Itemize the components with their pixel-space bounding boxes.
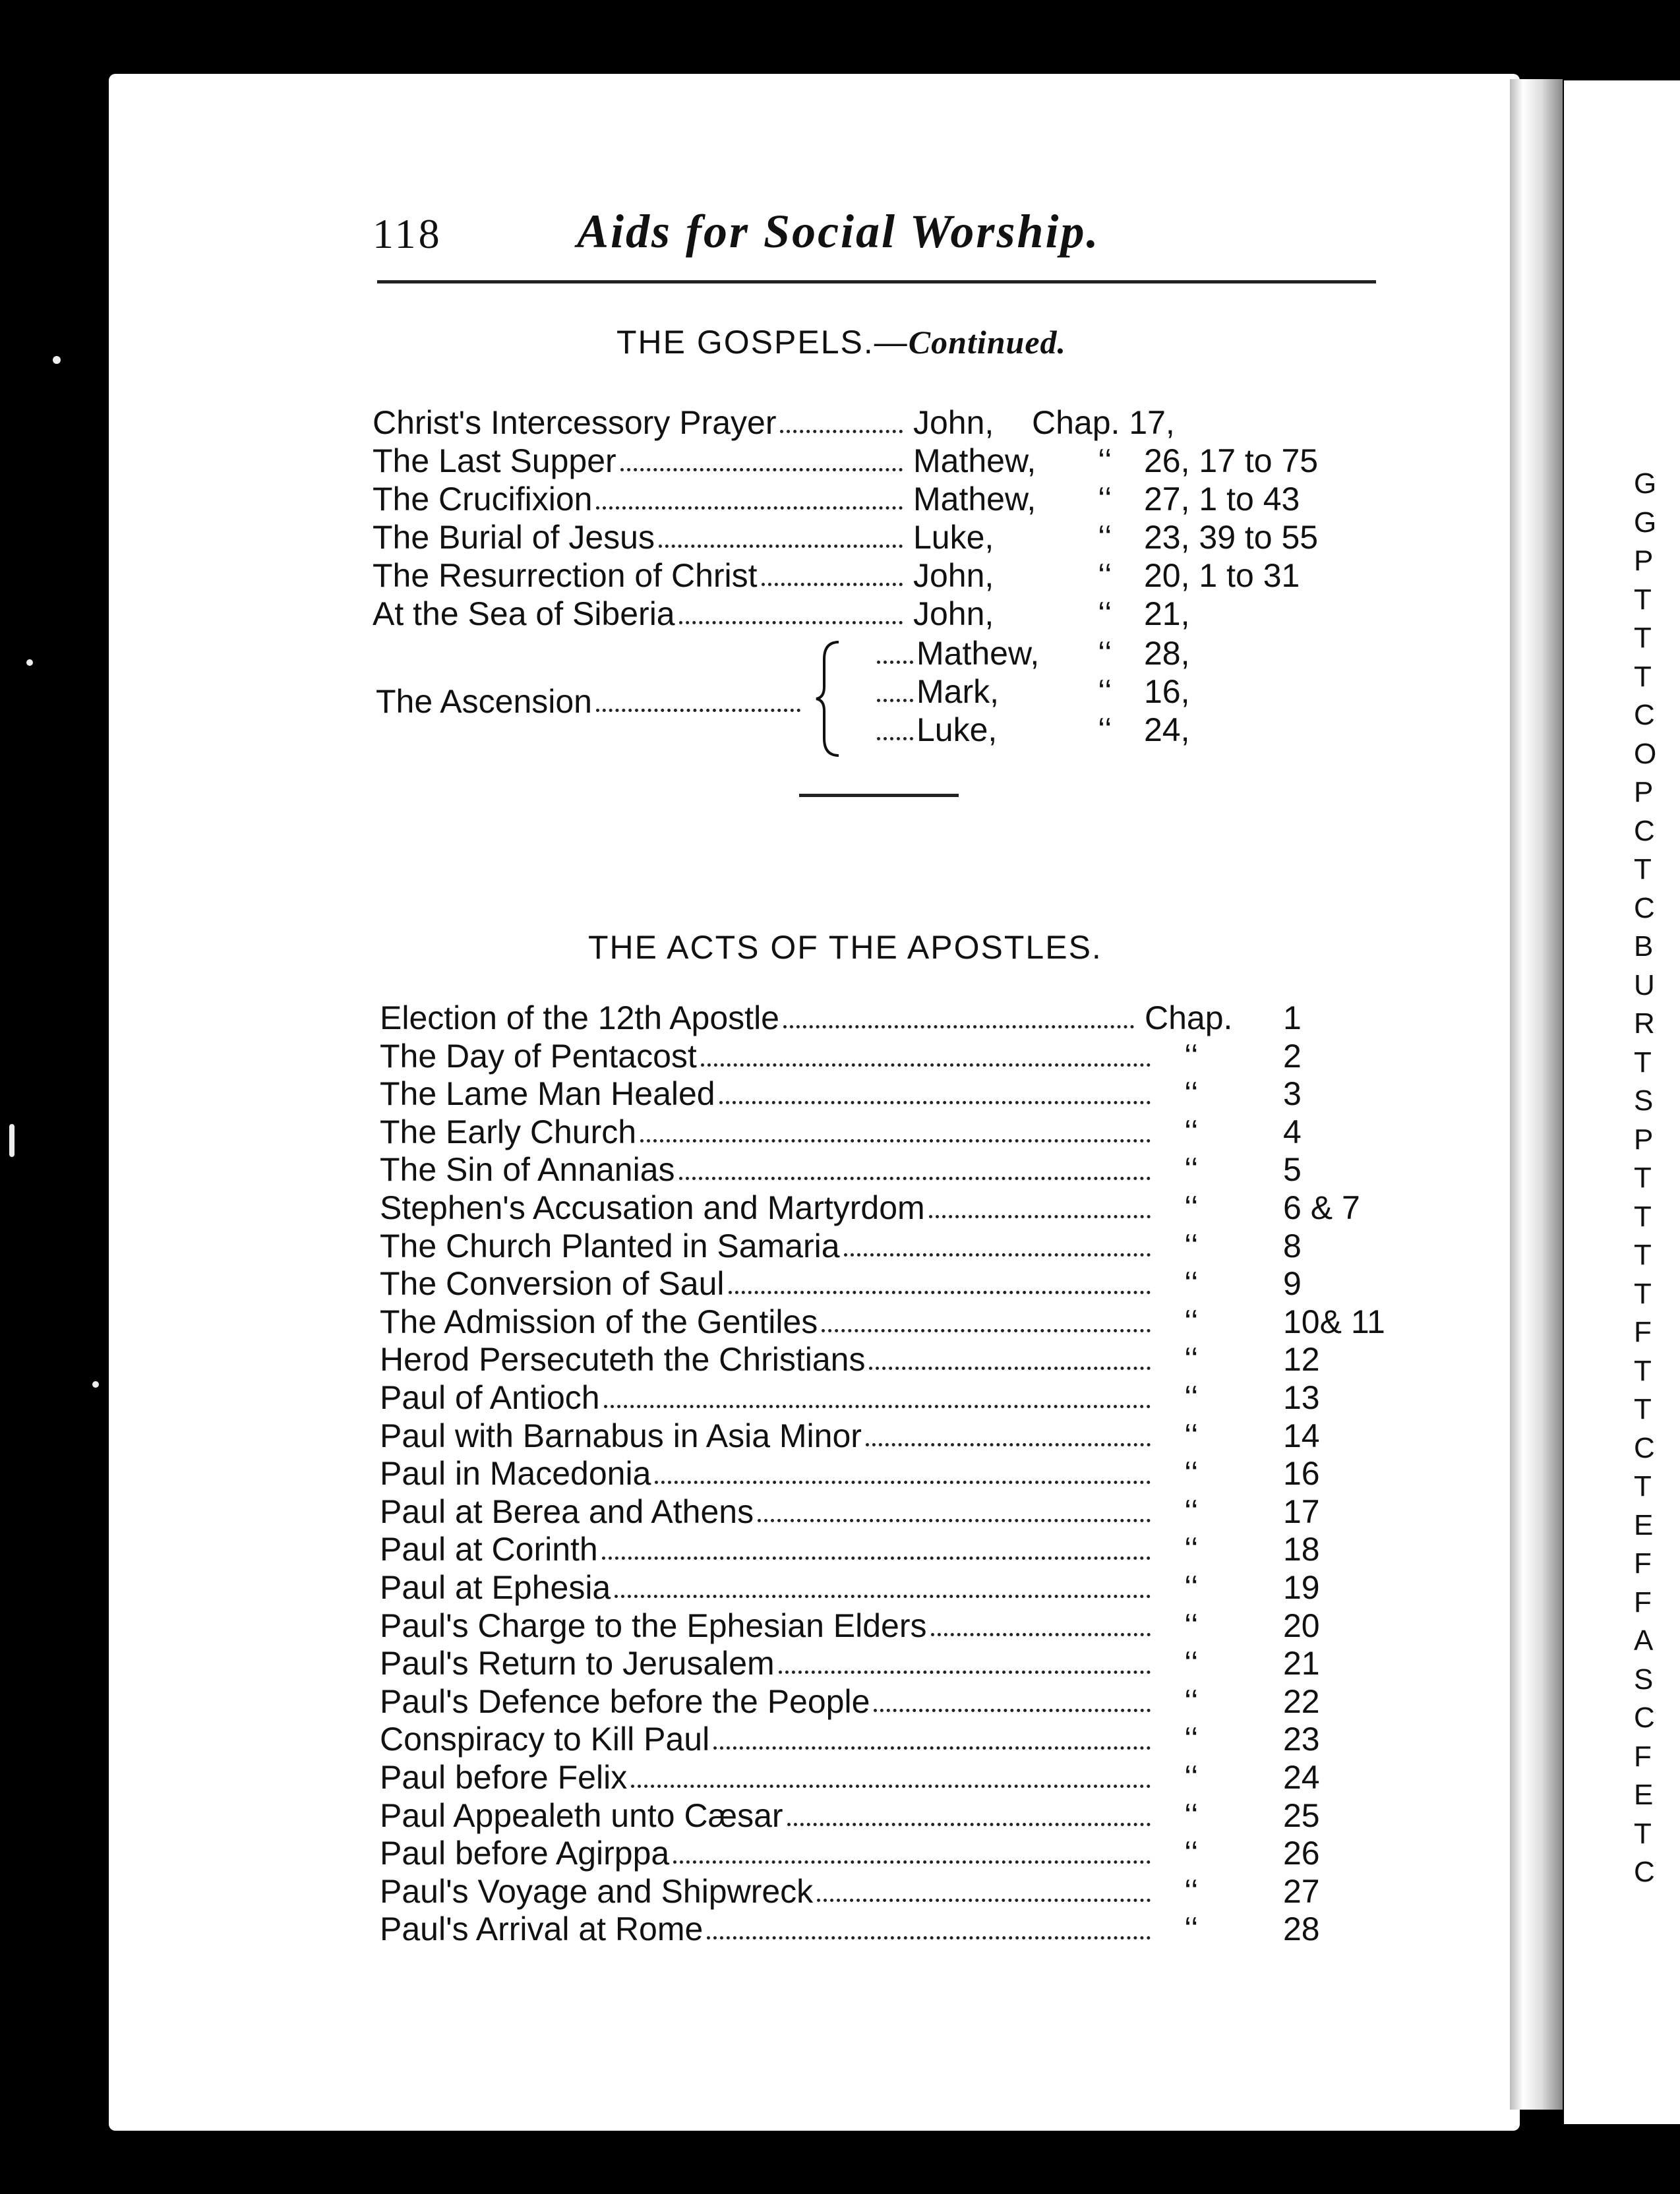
facing-page-letter: T (1634, 1162, 1652, 1194)
acts-entry-chapter: 19 (1283, 1569, 1320, 1606)
dot-leader (631, 1785, 1151, 1788)
facing-page-letter: C (1634, 1856, 1655, 1888)
ascension-title: The Ascension (376, 683, 592, 720)
ditto-mark: ‘‘ (1184, 1113, 1199, 1150)
acts-section-title: THE ACTS OF THE APOSTLES. (588, 929, 1102, 966)
acts-entry (380, 999, 1408, 1037)
gospel-entry-title: The Crucifixion (373, 481, 593, 518)
dot-leader (844, 1253, 1151, 1257)
acts-entry-title: Paul in Macedonia (380, 1455, 651, 1493)
dot-leader (758, 1519, 1151, 1522)
gospel-entry-chapter: 27, 1 to 43 (1144, 481, 1300, 518)
acts-entry-chapter: 16 (1283, 1455, 1320, 1493)
facing-page-letter: P (1634, 1123, 1654, 1156)
facing-page-letter: F (1634, 1740, 1652, 1773)
ascension-ref (877, 634, 1273, 672)
dot-leader (877, 737, 913, 740)
gospel-entry (373, 442, 1362, 480)
dot-leader (729, 1291, 1151, 1294)
ditto-mark: ‘‘ (1098, 711, 1112, 748)
dot-leader (779, 1671, 1151, 1674)
dot-leader (615, 1595, 1151, 1598)
acts-entry (380, 1113, 1408, 1151)
facing-page-letter: S (1634, 1663, 1654, 1696)
facing-page-letter: T (1634, 1354, 1652, 1387)
facing-page-letter: P (1634, 776, 1654, 808)
acts-entry (380, 1720, 1408, 1758)
facing-page-letter: P (1634, 545, 1654, 577)
gospel-entry (373, 480, 1362, 518)
facing-page-letter: T (1634, 660, 1652, 693)
ditto-mark: ‘‘ (1098, 595, 1112, 632)
ditto-mark: ‘‘ (1184, 1417, 1199, 1454)
facing-page-letter: S (1634, 1084, 1654, 1117)
acts-entry (380, 1264, 1408, 1303)
acts-entry (380, 1796, 1408, 1835)
acts-entry-chapter: 1 (1283, 999, 1302, 1036)
dot-leader (673, 1860, 1151, 1864)
facing-page-letter: C (1634, 1431, 1655, 1464)
acts-entry (380, 1454, 1408, 1493)
acts-entry-title: Paul's Defence before the People (380, 1682, 870, 1720)
ascension-chapter: 16, (1144, 673, 1190, 710)
gospel-entry-chapter: 26, 17 to 75 (1144, 442, 1319, 479)
ditto-mark: ‘‘ (1184, 1872, 1199, 1910)
gospels-title-text: THE GOSPELS.— (616, 324, 909, 361)
ditto-mark: ‘‘ (1184, 1721, 1199, 1758)
header-rule (377, 280, 1376, 283)
page-header (373, 204, 1377, 264)
gospel-entry-book: Mathew, (913, 481, 1036, 518)
acts-entry (380, 1379, 1408, 1417)
ditto-mark: ‘‘ (1184, 1379, 1199, 1416)
dot-leader (817, 1899, 1151, 1902)
acts-entry-chapter: 2 (1283, 1037, 1302, 1075)
acts-entry-title: Election of the 12th Apostle (380, 999, 779, 1036)
acts-entry-title: Stephen's Accusation and Martyrdom (380, 1189, 925, 1226)
ascension-ref (877, 711, 1273, 749)
facing-page-letter: C (1634, 814, 1655, 847)
book-gutter (1510, 79, 1563, 2110)
acts-entry-chapter: 26 (1283, 1835, 1320, 1872)
gospel-entry-book: John, (913, 595, 994, 632)
facing-page-letter: T (1634, 1046, 1652, 1079)
gospels-section-title (616, 323, 1066, 361)
acts-entry (380, 1910, 1408, 1948)
ditto-mark: ‘‘ (1184, 1227, 1199, 1264)
facing-page-letter: T (1634, 1239, 1652, 1271)
dot-leader (719, 1101, 1151, 1104)
facing-page-letter: G (1634, 467, 1657, 500)
facing-page-letter: C (1634, 699, 1655, 731)
acts-entry-title: Paul Appealeth unto Cæsar (380, 1796, 783, 1834)
acts-entry-chapter: 5 (1283, 1151, 1302, 1189)
ditto-mark: ‘‘ (1184, 1455, 1199, 1493)
dot-leader (679, 1177, 1151, 1180)
facing-page-letter: T (1634, 1393, 1652, 1425)
facing-page-letter: O (1634, 737, 1657, 770)
acts-entry-chapter: 14 (1283, 1417, 1320, 1454)
acts-entry-chapter: 4 (1283, 1113, 1302, 1150)
ditto-mark: ‘‘ (1184, 1151, 1199, 1189)
acts-entry-title: The Church Planted in Samaria (380, 1227, 840, 1264)
acts-entry-chapter: 21 (1283, 1645, 1320, 1682)
ditto-mark: ‘‘ (1184, 1531, 1199, 1568)
facing-page-letter: T (1634, 1277, 1652, 1310)
dot-leader (929, 1215, 1151, 1218)
facing-page-letter: C (1634, 1702, 1655, 1734)
facing-page-letter: F (1634, 1547, 1652, 1580)
acts-entry (380, 1340, 1408, 1379)
acts-entry-chapter: 18 (1283, 1531, 1320, 1568)
gospel-entry-title: The Resurrection of Christ (373, 557, 758, 594)
acts-entry-chapter: 24 (1283, 1759, 1320, 1796)
acts-entry (380, 1493, 1408, 1531)
gospel-entry-book: John, (913, 404, 994, 441)
dot-leader (874, 1709, 1151, 1712)
acts-entry-title: Paul before Agirppa (380, 1835, 670, 1872)
acts-entry-title: Paul with Barnabus in Asia Minor (380, 1417, 862, 1454)
acts-entry (380, 1644, 1408, 1682)
acts-entry-title: The Admission of the Gentiles (380, 1303, 818, 1340)
gospel-entry (373, 595, 1362, 633)
gospel-entry-book: Luke, (913, 519, 994, 556)
ascension-book: Mark, (916, 673, 999, 710)
acts-entry (380, 1682, 1408, 1721)
gospel-entry-book: Mathew, (913, 442, 1036, 479)
ditto-mark: ‘‘ (1184, 1075, 1199, 1113)
dot-leader (659, 545, 903, 548)
acts-entry (380, 1037, 1408, 1075)
dot-leader (877, 661, 913, 664)
ditto-mark: ‘‘ (1184, 1341, 1199, 1379)
dot-leader (596, 506, 903, 510)
ditto-mark: ‘‘ (1098, 481, 1112, 518)
acts-entry-title: Paul's Voyage and Shipwreck (380, 1872, 814, 1910)
acts-entry (380, 1607, 1408, 1645)
dot-leader (783, 1025, 1134, 1028)
ditto-mark: ‘‘ (1098, 673, 1112, 710)
ascension-book: Luke, (916, 711, 998, 748)
dot-leader (822, 1329, 1151, 1332)
ditto-mark: ‘‘ (1184, 1911, 1199, 1948)
gospels-title-continued: Continued. (908, 324, 1067, 361)
acts-entry-title: The Early Church (380, 1113, 637, 1150)
acts-entry-title: Paul's Charge to the Ephesian Elders (380, 1607, 927, 1644)
ditto-mark: ‘‘ (1098, 557, 1112, 594)
acts-entry-title: Herod Persecuteth the Christians (380, 1341, 866, 1379)
scan-speck (92, 1381, 99, 1388)
dot-leader (701, 1063, 1151, 1067)
acts-entry-title: Paul before Felix (380, 1759, 628, 1796)
acts-entry-title: The Day of Pentacost (380, 1037, 697, 1075)
facing-page-letter: T (1634, 583, 1652, 616)
section-divider (799, 794, 959, 797)
facing-page-letter: E (1634, 1779, 1654, 1811)
acts-entry-title: Paul's Return to Jerusalem (380, 1645, 775, 1682)
gospel-entry-chapter: 20, 1 to 31 (1144, 557, 1300, 594)
facing-page-letter: A (1634, 1624, 1654, 1657)
ditto-mark: ‘‘ (1184, 1303, 1199, 1340)
acts-entry (380, 1227, 1408, 1265)
acts-entry-title: The Conversion of Saul (380, 1265, 725, 1303)
ditto-mark: ‘‘ (1098, 635, 1112, 672)
chapter-label: Chap. (1145, 999, 1233, 1036)
acts-entry-title: Paul of Antioch (380, 1379, 600, 1416)
gospel-entry-chapter: 23, 39 to 55 (1144, 519, 1319, 556)
dot-leader (780, 430, 903, 433)
dot-leader (640, 1139, 1151, 1142)
acts-entry-chapter: 3 (1283, 1075, 1302, 1113)
ditto-mark: ‘‘ (1184, 1835, 1199, 1872)
acts-entry-chapter: 12 (1283, 1341, 1320, 1379)
facing-page-letter: T (1634, 853, 1652, 885)
ascension-chapter: 28, (1144, 635, 1190, 672)
scan-speck (9, 1124, 15, 1157)
gospel-entry-chapter: 21, (1144, 595, 1190, 632)
facing-page-letter: G (1634, 506, 1657, 539)
acts-entry-title: Conspiracy to Kill Paul (380, 1721, 710, 1758)
facing-page-letter: U (1634, 968, 1655, 1001)
dot-leader (707, 1936, 1151, 1940)
facing-page-letter: T (1634, 1200, 1652, 1233)
ascension-ref (877, 672, 1273, 711)
acts-entry-chapter: 6 & 7 (1283, 1189, 1360, 1226)
facing-page-letter: T (1634, 1817, 1652, 1850)
ascension-brace (812, 639, 845, 758)
ditto-mark: ‘‘ (1184, 1607, 1199, 1644)
acts-entry (380, 1758, 1408, 1796)
acts-entry-title: Paul at Ephesia (380, 1569, 611, 1606)
acts-entry-title: The Sin of Annanias (380, 1151, 675, 1189)
gospel-entry-book: John, (913, 557, 994, 594)
running-title: Aids for Social Worship. (577, 205, 1100, 258)
gospel-entry-title: At the Sea of Siberia (373, 595, 675, 632)
acts-entry-chapter: 20 (1283, 1607, 1320, 1644)
dot-leader (602, 1557, 1151, 1560)
ditto-mark: ‘‘ (1098, 519, 1112, 556)
acts-entry (380, 1834, 1408, 1872)
acts-entry (380, 1150, 1408, 1189)
dot-leader (713, 1746, 1151, 1750)
ditto-mark: ‘‘ (1184, 1037, 1199, 1075)
acts-entry-title: Paul at Corinth (380, 1531, 598, 1568)
facing-page-letter: T (1634, 622, 1652, 654)
dot-leader (866, 1443, 1151, 1446)
acts-entry-chapter: 28 (1283, 1911, 1320, 1948)
facing-page-letter: R (1634, 1007, 1655, 1040)
ascension-book: Mathew, (916, 635, 1040, 672)
acts-entry-chapter: 10& 11 (1283, 1303, 1385, 1340)
acts-entry (380, 1303, 1408, 1341)
gospel-entry-chapter: Chap. 17, (1032, 404, 1175, 441)
ditto-mark: ‘‘ (1184, 1645, 1199, 1682)
ditto-mark: ‘‘ (1184, 1569, 1199, 1606)
acts-entry-chapter: 23 (1283, 1721, 1320, 1758)
acts-entry-chapter: 9 (1283, 1265, 1302, 1303)
facing-page-letter: F (1634, 1586, 1652, 1618)
dot-leader (931, 1633, 1151, 1636)
facing-page-letter: E (1634, 1508, 1654, 1541)
ascension-entry (376, 682, 811, 721)
acts-entry-chapter: 27 (1283, 1872, 1320, 1910)
scan-speck (53, 356, 61, 364)
acts-entry-chapter: 25 (1283, 1796, 1320, 1834)
gospel-entry (373, 403, 1362, 442)
acts-entry-chapter: 17 (1283, 1493, 1320, 1530)
acts-entry-chapter: 22 (1283, 1682, 1320, 1720)
acts-entry (380, 1530, 1408, 1568)
dot-leader (604, 1405, 1151, 1408)
ditto-mark: ‘‘ (1184, 1759, 1199, 1796)
ditto-mark: ‘‘ (1184, 1265, 1199, 1303)
acts-entry (380, 1872, 1408, 1911)
acts-entry-chapter: 13 (1283, 1379, 1320, 1416)
facing-page-letter: C (1634, 891, 1655, 924)
facing-page-letter: F (1634, 1316, 1652, 1348)
acts-entry-title: Paul's Arrival at Rome (380, 1911, 704, 1948)
page-number: 118 (373, 210, 442, 257)
acts-entry-title: The Lame Man Healed (380, 1075, 715, 1113)
facing-page-letter: B (1634, 930, 1654, 963)
acts-entry (380, 1417, 1408, 1455)
dot-leader (787, 1823, 1151, 1826)
ditto-mark: ‘‘ (1098, 442, 1112, 479)
ditto-mark: ‘‘ (1184, 1189, 1199, 1226)
acts-entry (380, 1568, 1408, 1607)
dot-leader (679, 621, 903, 624)
dot-leader (869, 1367, 1151, 1370)
scan-speck (26, 659, 33, 666)
facing-page-letters (1634, 465, 1680, 1892)
ascension-chapter: 24, (1144, 711, 1190, 748)
dot-leader (877, 699, 913, 702)
dot-leader (596, 709, 800, 712)
ditto-mark: ‘‘ (1184, 1682, 1199, 1720)
gospel-entry-title: The Burial of Jesus (373, 519, 655, 556)
dot-leader (762, 583, 903, 586)
acts-entry (380, 1075, 1408, 1113)
dot-leader (655, 1481, 1151, 1484)
acts-entry-chapter: 8 (1283, 1227, 1302, 1264)
facing-page-letter: T (1634, 1470, 1652, 1502)
gospel-entry (373, 556, 1362, 595)
dot-leader (620, 468, 903, 471)
ditto-mark: ‘‘ (1184, 1493, 1199, 1530)
gospel-entry (373, 518, 1362, 556)
acts-entry (380, 1189, 1408, 1227)
ditto-mark: ‘‘ (1184, 1796, 1199, 1834)
gospel-entry-title: The Last Supper (373, 442, 616, 479)
gospel-entry-title: Christ's Intercessory Prayer (373, 404, 777, 441)
acts-entry-title: Paul at Berea and Athens (380, 1493, 754, 1530)
